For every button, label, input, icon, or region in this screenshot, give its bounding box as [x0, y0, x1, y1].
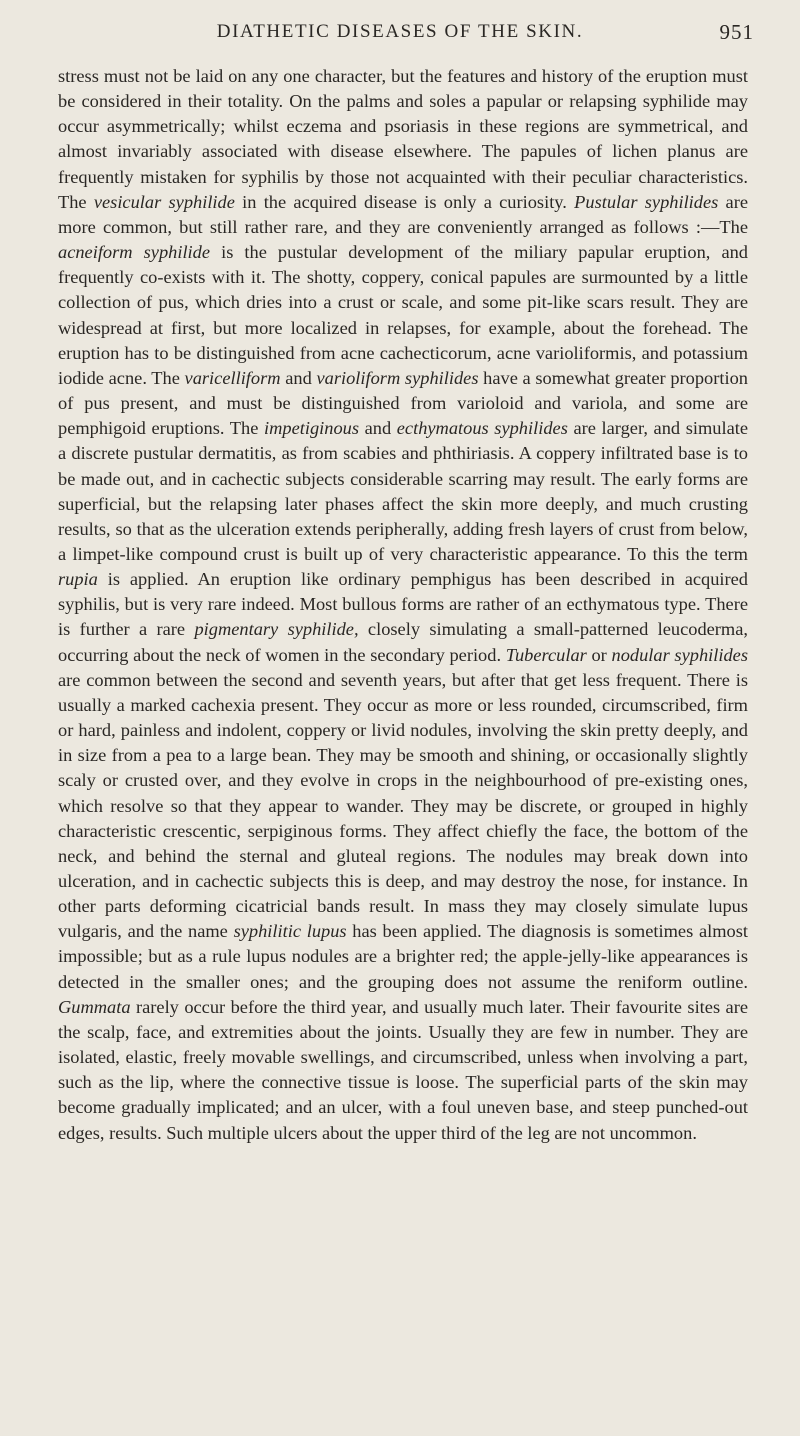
text-segment: are larger, and simulate a discrete pustular dermatitis, as from scabies and phthiriasis. A coppery infiltrated base is to be made out, and in cachectic subjects considerable scarring may result. The early forms are superficial, but the relapsing later phases affect the skin more deeply, and much crusting results, so that as the ulceration extends peripherally, adding fresh layers of crust from below, a limpet-like compound crust is built up of very characteristic appearance. To this the term: [58, 418, 749, 564]
term-varicelliform: varicelliform: [184, 367, 281, 388]
text-segment: is applied. An eruption like ordinary pemphigus has been described in acquired syphilis, but is very rare indeed. Most bullous forms are rather of an ecthymatous type. There is further a rare: [58, 569, 748, 640]
term-pigmentary-syphilide: pigmentary syphilide,: [194, 619, 359, 640]
text-segment: in the acquired disease is only a curiosity.: [234, 191, 575, 212]
term-syphilitic-lupus: syphilitic lupus: [233, 921, 347, 942]
text-segment: stress must not be laid on any one character, but the features and history of the eruption must be considered in their totality. On the palms and soles a papular or relapsing syphilide may occur asymmetrically; whilst eczema and psoriasis in these regions are symmetrical, and almost invariably associated with disease elsewhere. The papules of lichen planus are frequently mistaken for syphilis by those not acquainted with their peculiar characteristics. The: [58, 66, 748, 212]
term-gummata: Gummata: [58, 996, 131, 1017]
term-varioliform-syphilides: varioliform syphilides: [316, 367, 479, 388]
running-head-title: DIATHETIC DISEASES OF THE SKIN.: [216, 21, 584, 42]
term-vesicular-syphilide: vesicular syphilide: [93, 191, 235, 212]
text-segment: are common between the second and seventh years, but after that get less frequent. There is usually a marked cachexia present. They occur as more or less rounded, circumscribed, firm or hard, painless and indolent, coppery or livid nodules, involving the skin pretty deeply, and in size from a pea to a large bean. They may be smooth and shining, or occasionally slightly scaly or crusted over, and they evolve in crops in the neighbourhood of pre-existing ones, which resolve so that they appear to wander. They may be discrete, or grouped in highly characteristic crescentic, serpiginous forms. They affect chiefly the face, the bottom of the neck, and behind the sternal and gluteal regions. The nodules may break down into ulceration, and in cachectic subjects this is deep, and may destroy the nose, for instance. In other parts deforming cicatricial bands result. In mass they may closely simulate lupus vulgaris, and the name: [58, 669, 748, 942]
text-segment: are more common, but still rather rare, and they are conveniently arranged as follows :—The: [58, 191, 749, 237]
body-text: [58, 64, 748, 1146]
term-ecthymatous-syphilides: ecthymatous syphilides: [396, 418, 568, 439]
text-segment: have a somewhat greater proportion of pus present, and must be distinguished from varioloid and variola, and some are pemphigoid eruptions. The: [58, 367, 748, 439]
text-segment: or: [586, 644, 612, 665]
text-segment: has been applied. The diagnosis is sometimes almost impossible; but as a rule lupus nodules are a brighter red; the apple-jelly-like appearances is detected in the smaller ones; and the grouping does not assume the reniform outline.: [58, 921, 748, 992]
text-segment: and: [280, 367, 317, 388]
text-segment: closely simulating a small-patterned leucoderma, occurring about the neck of women in the secondary period.: [58, 619, 749, 665]
running-head: [0, 18, 800, 46]
term-acneiform-syphilide: acneiform syphilide: [58, 242, 211, 263]
term-rupia: rupia: [58, 569, 98, 590]
text-segment: is the pustular development of the miliary papular eruption, and frequently co-exists with it. The shotty, coppery, conical papules are surmounted by a little collection of pus, which dries into a crust or scale, and some pit-like scars result. They are widespread at first, but more localized in relapses, for example, about the forehead. The eruption has to be distinguished from acne cachecticorum, acne varioliformis, and potassium iodide acne. The: [58, 242, 748, 388]
term-nodular-syphilides: nodular syphilides: [611, 644, 748, 665]
page-number: 951: [719, 20, 754, 44]
text-segment: rarely occur before the third year, and usually much later. Their favourite sites are the scalp, face, and extremities about the joints. Usually they are few in number. They are isolated, elastic, freely movable swellings, and circumscribed, unless when involving a part, such as the lip, where the connective tissue is loose. The superficial parts of the skin may become gradually implicated; and an ulcer, with a foul uneven base, and steep punched-out edges, results. Such multiple ulcers about the upper third of the leg are not uncommon.: [58, 996, 748, 1143]
term-tubercular: Tubercular: [505, 644, 587, 665]
text-segment: and: [359, 418, 397, 439]
body-paragraph: [58, 64, 748, 1146]
term-impetiginous: impetiginous: [263, 418, 359, 439]
term-pustular-syphilides: Pustular syphilides: [574, 191, 719, 212]
